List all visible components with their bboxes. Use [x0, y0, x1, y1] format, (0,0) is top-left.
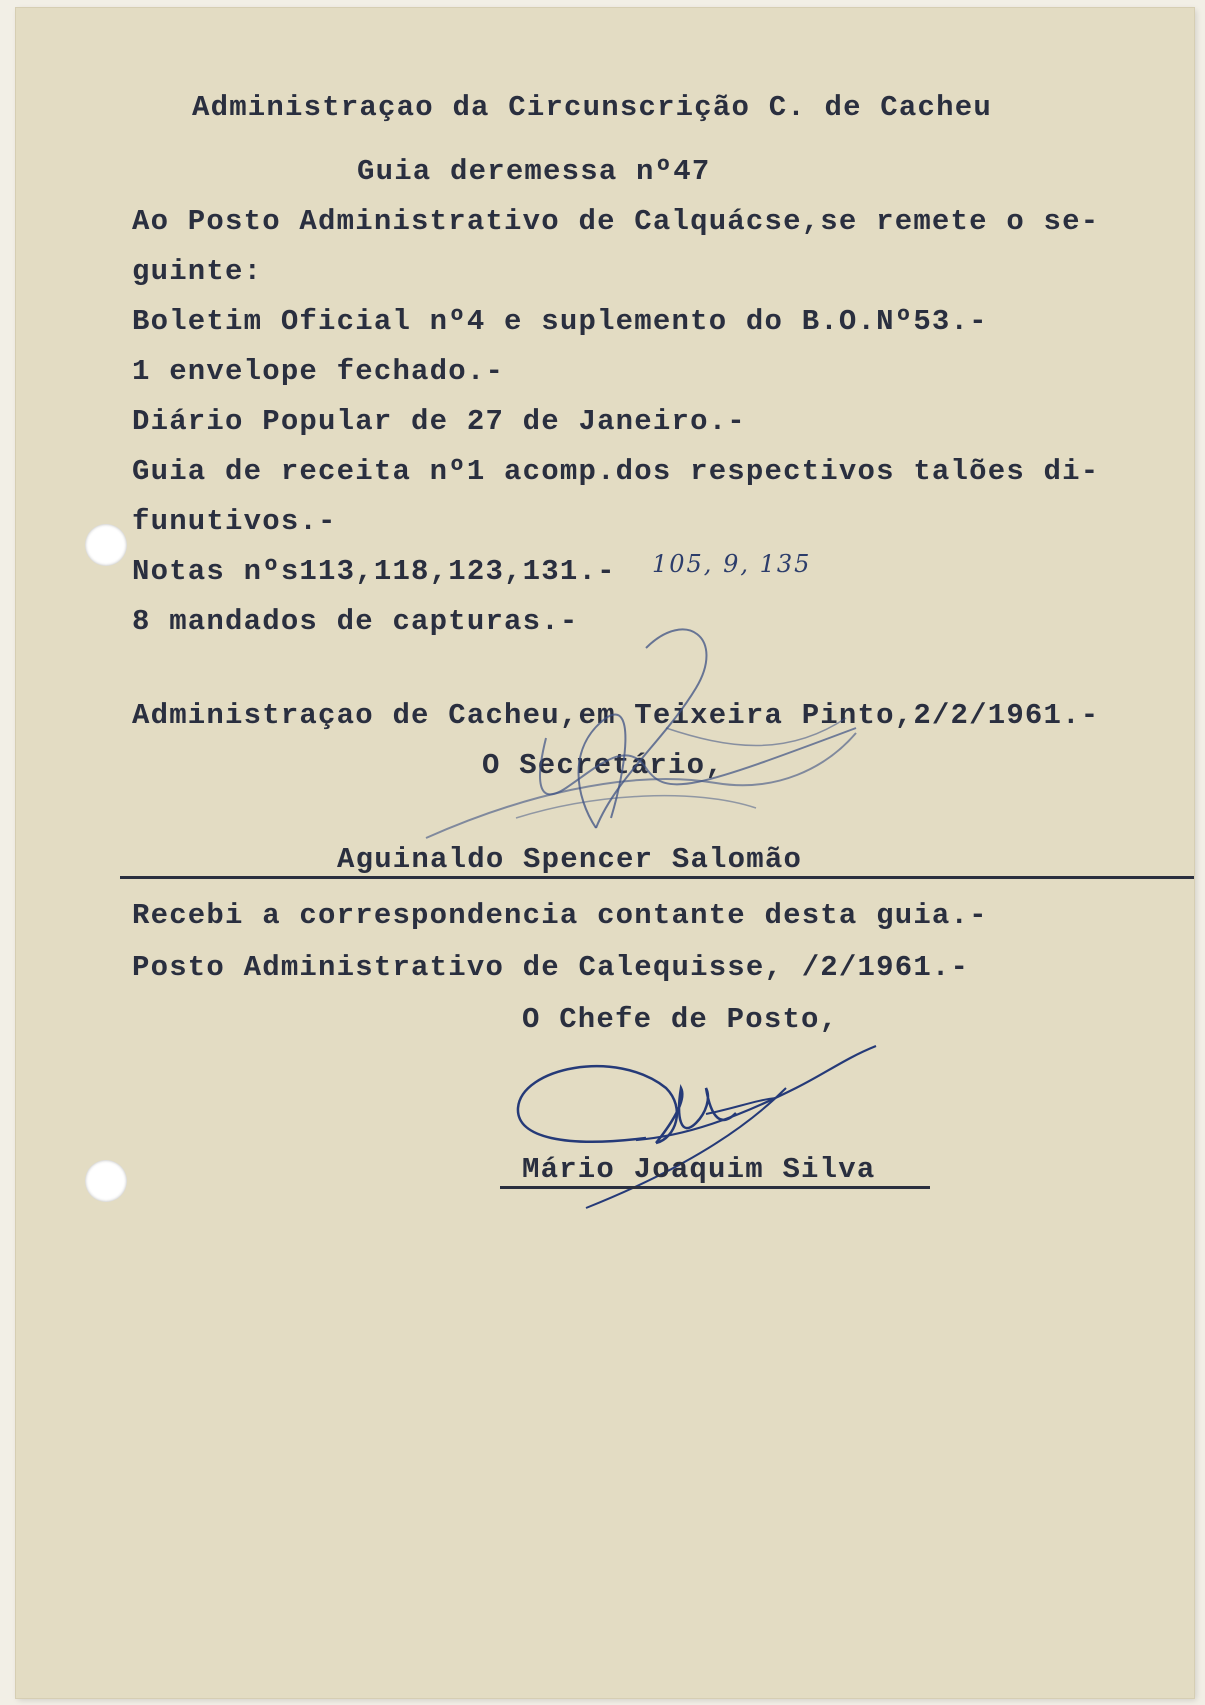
list-item: funutivos.- [132, 505, 337, 538]
receipt-place-date: Posto Administrativo de Calequisse, /2/1961.- [132, 951, 970, 984]
document-header: Administraçao da Circunscrição C. de Cacheu [192, 91, 992, 124]
list-item: Boletim Oficial nº4 e suplemento do B.O.Nº53.- [132, 305, 988, 338]
receiver-title: O Chefe de Posto, [522, 1003, 839, 1036]
list-item: 8 mandados de capturas.- [132, 605, 579, 638]
punch-hole-bottom [85, 1160, 127, 1202]
intro-line-1: Ao Posto Administrativo de Calquácse,se remete o se- [132, 205, 1100, 238]
separator-rule [120, 876, 1194, 879]
receiver-signature [506, 1028, 906, 1228]
document-title: Guia deremessa nº47 [357, 155, 711, 188]
receiver-name-underline [500, 1186, 930, 1189]
list-item: Notas nºs113,118,123,131.- [132, 555, 616, 588]
sender-name: Aguinaldo Spencer Salomão [337, 843, 803, 876]
list-item: Diário Popular de 27 de Janeiro.- [132, 405, 746, 438]
list-item: Guia de receita nº1 acomp.dos respectivos talões di- [132, 455, 1100, 488]
document-page [16, 8, 1194, 1698]
punch-hole-top [85, 524, 127, 566]
receipt-line: Recebi a correspondencia contante desta guia.- [132, 899, 988, 932]
handwritten-note: 105, 9, 135 [652, 550, 812, 578]
sender-title: O Secretário, [482, 749, 724, 782]
receiver-name: Mário Joaquim Silva [522, 1153, 876, 1186]
intro-line-2: guinte: [132, 255, 263, 288]
sender-signature [396, 618, 896, 878]
place-date: Administraçao de Cacheu,em Teixeira Pinto,2/2/1961.- [132, 699, 1100, 732]
list-item: 1 envelope fechado.- [132, 355, 505, 388]
